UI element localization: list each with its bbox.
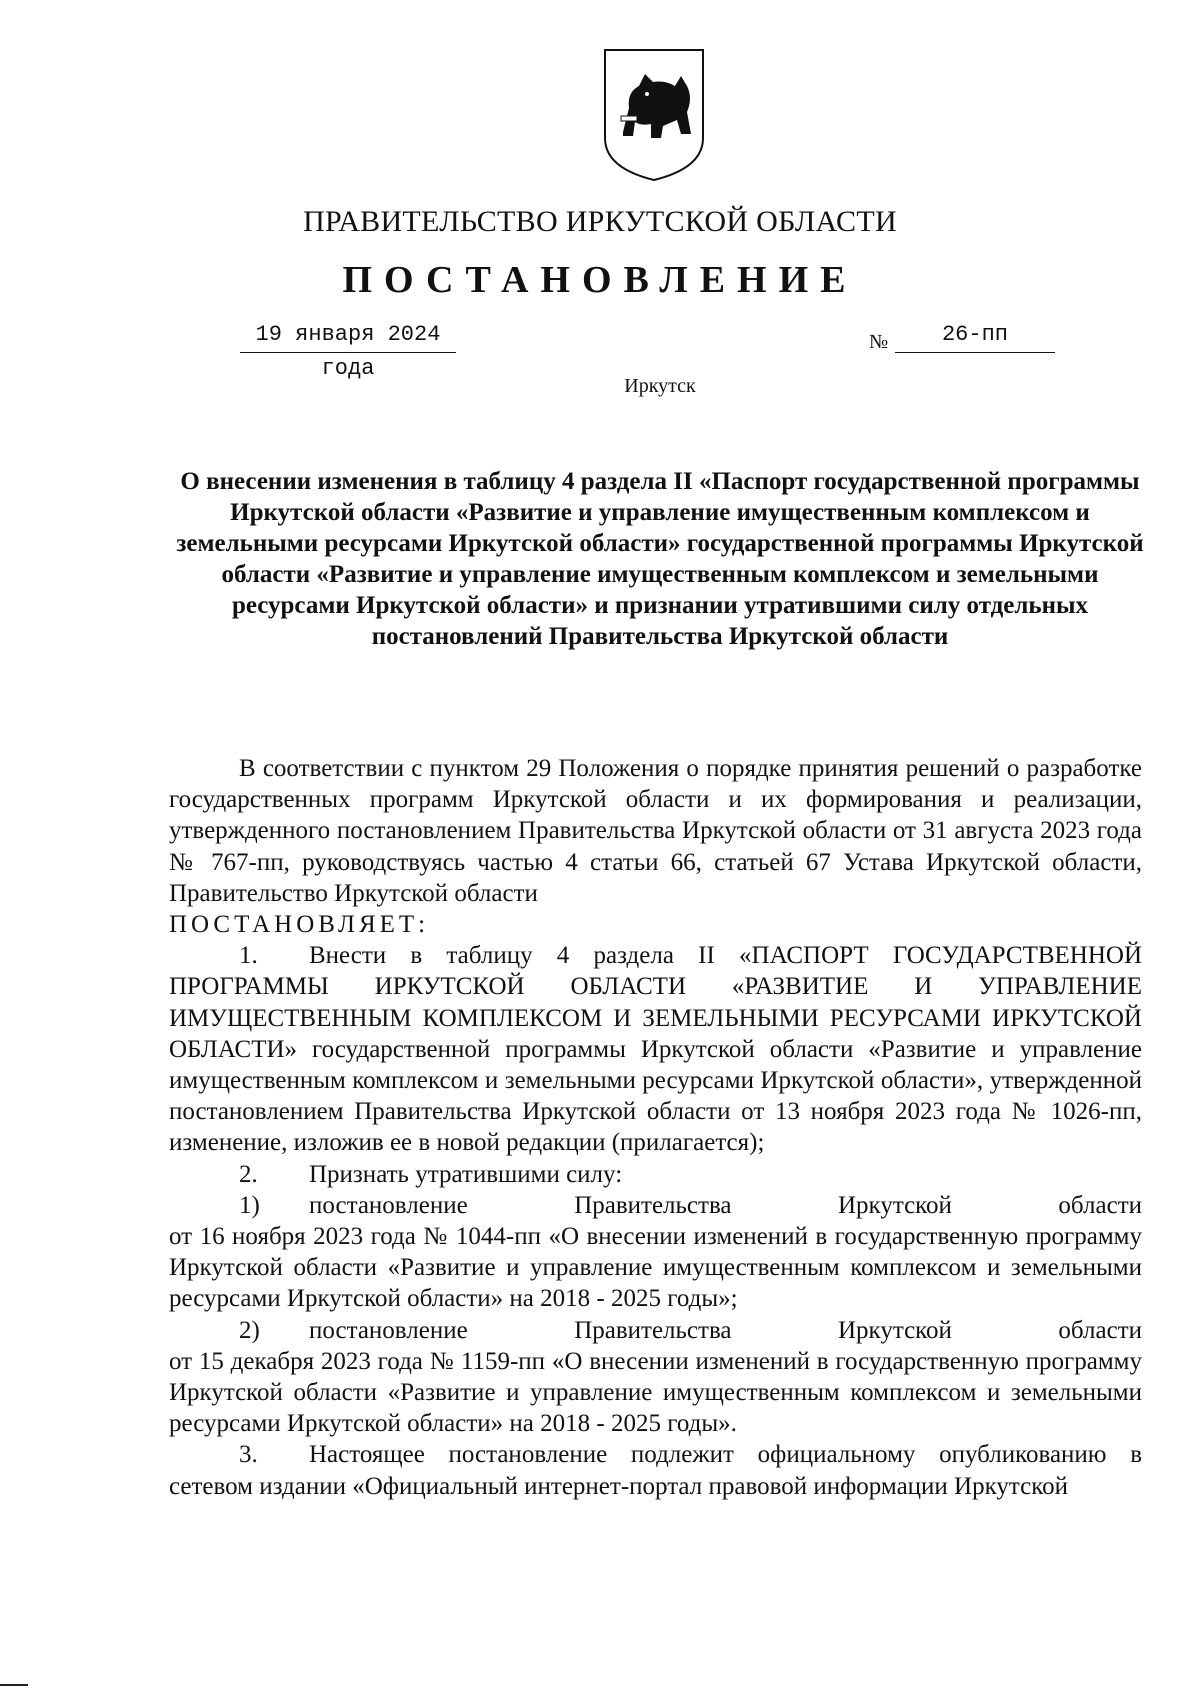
subitem-2-text: от 15 декабря 2023 года № 1159-пп «О внесении изменений в государственную программу Иркутской области «Развитие и управление имущественным комплексом и земельными ресурсами Иркутской области» на 2018 - 2025 годы». (169, 1347, 1142, 1438)
number-sign: № (869, 331, 889, 353)
document-body (169, 753, 1142, 1502)
item-text: Внести в таблицу 4 раздела II «ПАСПОРТ ГОСУДАРСТВЕННОЙ ПРОГРАММЫ ИРКУТСКОЙ ОБЛАСТИ «РАЗВИТИЕ И УПРАВЛЕНИЕ ИМУЩЕСТВЕННЫМ КОМПЛЕКСОМ И ЗЕМЕЛЬНЫМИ РЕСУРСАМИ ИРКУТСКОЙ ОБЛАСТИ» государственной программы Иркутской области «Развитие и управление имущественным комплексом и земельными ресурсами Иркутской области», утвержденной постановлением Правительства Иркутской области от 13 ноября 2023 года № 1026-пп, изменение, изложив ее в новой редакции (прилагается); (169, 942, 1142, 1157)
subitem-number: 1) (239, 1191, 260, 1219)
item-number: 1. (239, 942, 258, 970)
item-number: 3. (239, 1441, 258, 1469)
document-date: 19 января 2024 года (240, 318, 456, 353)
subitem-2-head (169, 1315, 1142, 1346)
item-2 (169, 1159, 1142, 1190)
document-type: ПОСТАНОВЛЕНИЕ (342, 259, 858, 301)
government-name: ПРАВИТЕЛЬСТВО ИРКУТСКОЙ ОБЛАСТИ (303, 205, 897, 238)
item-text: Настоящее постановление подлежит официальному опубликованию в сетевом издании «Официальный интернет-портал правовой информации Иркутской (169, 1441, 1142, 1500)
coat-of-arms-icon (601, 46, 707, 184)
document-number: 26-пп (895, 318, 1055, 353)
item-3 (169, 1439, 1142, 1501)
scan-mark (0, 1684, 28, 1686)
document-title: О внесении изменения в таблицу 4 раздела II «Паспорт государственной программы Иркутской области «Развитие и управление имущественным комплексом и земельными ресурсами Иркутской области» государственной программы Иркутской области «Развитие и управление имущественным комплексом и земельными ресурсами Иркутской области» и признании утратившими силу отдельных постановлений Правительства Иркутской области (176, 468, 1144, 650)
decree-word: ПОСТАНОВЛЯЕТ: (169, 911, 430, 939)
item-number: 2. (239, 1160, 258, 1188)
subitem-1-text: от 16 ноября 2023 года № 1044-пп «О внесении изменений в государственную программу Иркутской области «Развитие и управление имущественным комплексом и земельными ресурсами Иркутской области» на 2018 - 2025 годы»; (169, 1223, 1142, 1313)
subitem-number: 2) (239, 1316, 260, 1344)
subitem-head-text: постановление Правительства Иркутской области (309, 1316, 1142, 1344)
item-1 (169, 940, 1142, 1158)
subitem-1-head (169, 1190, 1142, 1221)
document-city: Иркутск (624, 375, 696, 397)
subitem-head-text: постановление Правительства Иркутской области (309, 1191, 1142, 1219)
preamble: В соответствии с пунктом 29 Положения о порядке принятия решений о разработке государственных программ Иркутской области и их формирования и реализации, утвержденного постановлением Правительства Иркутской области от 31 августа 2023 года № 767-пп, руководствуясь частью 4 статьи 66, статьей 67 Устава Иркутской области, Правительство Иркутской области (169, 755, 1142, 907)
item-text: Признать утратившими силу: (309, 1160, 623, 1188)
